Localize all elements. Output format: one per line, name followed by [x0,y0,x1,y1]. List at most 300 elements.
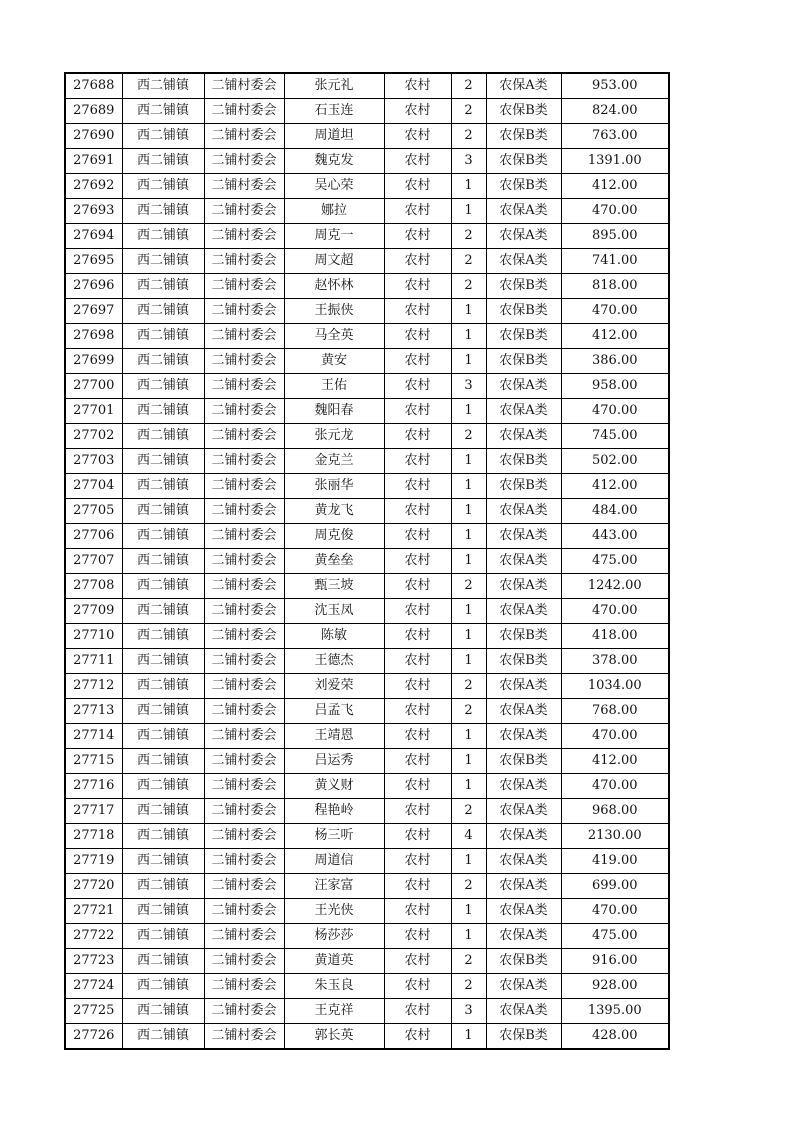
cell-household-count: 1 [451,199,486,224]
cell-insurance-class: 农保A类 [486,999,561,1024]
cell-person-name: 娜拉 [284,199,384,224]
cell-amount: 443.00 [561,524,669,549]
table-row [65,699,669,724]
cell-village: 二铺村委会 [204,499,284,524]
cell-insurance-class: 农保A类 [486,224,561,249]
cell-record-id: 27714 [65,724,122,749]
cell-village: 二铺村委会 [204,874,284,899]
cell-household-count: 1 [451,499,486,524]
cell-insurance-class: 农保A类 [486,774,561,799]
cell-amount: 412.00 [561,324,669,349]
cell-amount: 824.00 [561,99,669,124]
cell-household-count: 3 [451,374,486,399]
cell-insurance-class: 农保A类 [486,199,561,224]
cell-record-id: 27708 [65,574,122,599]
cell-household-count: 2 [451,949,486,974]
cell-person-name: 王克祥 [284,999,384,1024]
cell-household-count: 3 [451,149,486,174]
cell-town: 西二铺镇 [122,974,204,999]
cell-insurance-class: 农保B类 [486,99,561,124]
cell-residence-type: 农村 [384,624,451,649]
cell-person-name: 王德杰 [284,649,384,674]
cell-residence-type: 农村 [384,299,451,324]
cell-residence-type: 农村 [384,224,451,249]
cell-residence-type: 农村 [384,374,451,399]
cell-person-name: 陈敏 [284,624,384,649]
cell-residence-type: 农村 [384,199,451,224]
cell-village: 二铺村委会 [204,324,284,349]
cell-record-id: 27691 [65,149,122,174]
cell-amount: 419.00 [561,849,669,874]
cell-person-name: 张丽华 [284,474,384,499]
cell-village: 二铺村委会 [204,124,284,149]
cell-person-name: 黄义财 [284,774,384,799]
cell-household-count: 1 [451,849,486,874]
cell-record-id: 27688 [65,73,122,99]
cell-village: 二铺村委会 [204,849,284,874]
cell-insurance-class: 农保A类 [486,824,561,849]
cell-household-count: 1 [451,749,486,774]
table-row [65,299,669,324]
cell-residence-type: 农村 [384,799,451,824]
cell-residence-type: 农村 [384,849,451,874]
cell-town: 西二铺镇 [122,374,204,399]
cell-person-name: 金克兰 [284,449,384,474]
cell-town: 西二铺镇 [122,199,204,224]
cell-person-name: 石玉连 [284,99,384,124]
table-row [65,399,669,424]
cell-town: 西二铺镇 [122,299,204,324]
cell-household-count: 1 [451,449,486,474]
cell-person-name: 魏克发 [284,149,384,174]
cell-insurance-class: 农保A类 [486,849,561,874]
table-row [65,724,669,749]
cell-town: 西二铺镇 [122,774,204,799]
cell-residence-type: 农村 [384,149,451,174]
cell-household-count: 2 [451,274,486,299]
cell-person-name: 王佑 [284,374,384,399]
cell-residence-type: 农村 [384,699,451,724]
table-row [65,324,669,349]
cell-household-count: 1 [451,474,486,499]
cell-person-name: 张元礼 [284,73,384,99]
cell-household-count: 2 [451,674,486,699]
cell-residence-type: 农村 [384,549,451,574]
cell-household-count: 1 [451,774,486,799]
cell-village: 二铺村委会 [204,224,284,249]
table-row [65,374,669,399]
cell-person-name: 周道信 [284,849,384,874]
cell-amount: 412.00 [561,174,669,199]
cell-household-count: 1 [451,624,486,649]
cell-amount: 699.00 [561,874,669,899]
cell-insurance-class: 农保B类 [486,749,561,774]
cell-person-name: 周克一 [284,224,384,249]
cell-person-name: 黄道英 [284,949,384,974]
cell-village: 二铺村委会 [204,474,284,499]
cell-record-id: 27692 [65,174,122,199]
table-row [65,99,669,124]
cell-person-name: 朱玉良 [284,974,384,999]
cell-household-count: 1 [451,524,486,549]
cell-village: 二铺村委会 [204,199,284,224]
cell-town: 西二铺镇 [122,624,204,649]
cell-amount: 470.00 [561,724,669,749]
cell-household-count: 1 [451,599,486,624]
cell-residence-type: 农村 [384,949,451,974]
cell-town: 西二铺镇 [122,124,204,149]
cell-residence-type: 农村 [384,974,451,999]
cell-residence-type: 农村 [384,874,451,899]
table-row [65,949,669,974]
table-body [65,73,669,1049]
table-row [65,1024,669,1050]
cell-amount: 741.00 [561,249,669,274]
cell-record-id: 27716 [65,774,122,799]
cell-record-id: 27701 [65,399,122,424]
cell-insurance-class: 农保B类 [486,349,561,374]
cell-person-name: 吕运秀 [284,749,384,774]
cell-residence-type: 农村 [384,999,451,1024]
cell-town: 西二铺镇 [122,524,204,549]
cell-record-id: 27724 [65,974,122,999]
cell-record-id: 27696 [65,274,122,299]
cell-record-id: 27697 [65,299,122,324]
cell-amount: 2130.00 [561,824,669,849]
cell-amount: 428.00 [561,1024,669,1050]
cell-record-id: 27706 [65,524,122,549]
cell-household-count: 2 [451,99,486,124]
cell-village: 二铺村委会 [204,899,284,924]
cell-household-count: 1 [451,299,486,324]
table-row [65,549,669,574]
table-row [65,674,669,699]
table-row [65,274,669,299]
cell-record-id: 27704 [65,474,122,499]
table-row [65,824,669,849]
cell-residence-type: 农村 [384,424,451,449]
cell-insurance-class: 农保A类 [486,799,561,824]
cell-town: 西二铺镇 [122,649,204,674]
cell-amount: 968.00 [561,799,669,824]
cell-record-id: 27703 [65,449,122,474]
cell-village: 二铺村委会 [204,399,284,424]
cell-village: 二铺村委会 [204,1024,284,1050]
cell-town: 西二铺镇 [122,799,204,824]
cell-residence-type: 农村 [384,524,451,549]
cell-amount: 484.00 [561,499,669,524]
cell-town: 西二铺镇 [122,924,204,949]
cell-person-name: 杨莎莎 [284,924,384,949]
cell-household-count: 1 [451,399,486,424]
cell-amount: 1242.00 [561,574,669,599]
cell-record-id: 27698 [65,324,122,349]
cell-household-count: 1 [451,349,486,374]
cell-residence-type: 农村 [384,99,451,124]
cell-amount: 470.00 [561,899,669,924]
table-row [65,224,669,249]
table-row [65,749,669,774]
cell-household-count: 4 [451,824,486,849]
cell-village: 二铺村委会 [204,299,284,324]
cell-village: 二铺村委会 [204,249,284,274]
cell-amount: 470.00 [561,599,669,624]
cell-insurance-class: 农保A类 [486,249,561,274]
cell-insurance-class: 农保A类 [486,599,561,624]
cell-record-id: 27689 [65,99,122,124]
cell-insurance-class: 农保A类 [486,549,561,574]
cell-person-name: 王光侠 [284,899,384,924]
cell-residence-type: 农村 [384,824,451,849]
cell-town: 西二铺镇 [122,999,204,1024]
cell-town: 西二铺镇 [122,73,204,99]
cell-village: 二铺村委会 [204,974,284,999]
cell-household-count: 2 [451,874,486,899]
cell-town: 西二铺镇 [122,749,204,774]
table-row [65,649,669,674]
cell-insurance-class: 农保A类 [486,724,561,749]
cell-insurance-class: 农保A类 [486,574,561,599]
cell-village: 二铺村委会 [204,774,284,799]
cell-village: 二铺村委会 [204,999,284,1024]
cell-town: 西二铺镇 [122,699,204,724]
cell-amount: 928.00 [561,974,669,999]
cell-record-id: 27693 [65,199,122,224]
cell-village: 二铺村委会 [204,749,284,774]
cell-amount: 953.00 [561,73,669,99]
cell-household-count: 2 [451,73,486,99]
cell-record-id: 27712 [65,674,122,699]
table-row [65,474,669,499]
cell-household-count: 1 [451,549,486,574]
cell-insurance-class: 农保B类 [486,949,561,974]
cell-town: 西二铺镇 [122,174,204,199]
cell-amount: 475.00 [561,924,669,949]
cell-town: 西二铺镇 [122,874,204,899]
cell-record-id: 27722 [65,924,122,949]
cell-record-id: 27695 [65,249,122,274]
cell-town: 西二铺镇 [122,849,204,874]
cell-record-id: 27699 [65,349,122,374]
cell-record-id: 27715 [65,749,122,774]
table-row [65,799,669,824]
cell-village: 二铺村委会 [204,574,284,599]
cell-record-id: 27713 [65,699,122,724]
cell-record-id: 27721 [65,899,122,924]
cell-amount: 768.00 [561,699,669,724]
cell-residence-type: 农村 [384,124,451,149]
table-row [65,874,669,899]
cell-insurance-class: 农保A类 [486,524,561,549]
cell-village: 二铺村委会 [204,699,284,724]
cell-town: 西二铺镇 [122,449,204,474]
cell-amount: 958.00 [561,374,669,399]
table-row [65,499,669,524]
table-row [65,599,669,624]
cell-household-count: 1 [451,649,486,674]
cell-town: 西二铺镇 [122,224,204,249]
cell-insurance-class: 农保A类 [486,73,561,99]
cell-village: 二铺村委会 [204,374,284,399]
cell-person-name: 杨三听 [284,824,384,849]
cell-record-id: 27707 [65,549,122,574]
cell-village: 二铺村委会 [204,349,284,374]
cell-residence-type: 农村 [384,899,451,924]
cell-insurance-class: 农保A类 [486,699,561,724]
cell-record-id: 27726 [65,1024,122,1050]
cell-person-name: 王靖恩 [284,724,384,749]
cell-amount: 818.00 [561,274,669,299]
cell-person-name: 刘爱荣 [284,674,384,699]
cell-village: 二铺村委会 [204,149,284,174]
cell-residence-type: 农村 [384,649,451,674]
cell-insurance-class: 农保B类 [486,624,561,649]
table-row [65,349,669,374]
cell-person-name: 周文超 [284,249,384,274]
cell-village: 二铺村委会 [204,174,284,199]
cell-household-count: 1 [451,899,486,924]
table-row [65,424,669,449]
cell-record-id: 27718 [65,824,122,849]
table-row [65,899,669,924]
cell-amount: 470.00 [561,774,669,799]
cell-residence-type: 农村 [384,924,451,949]
cell-village: 二铺村委会 [204,924,284,949]
cell-insurance-class: 农保B类 [486,324,561,349]
cell-insurance-class: 农保B类 [486,149,561,174]
table-row [65,73,669,99]
cell-amount: 502.00 [561,449,669,474]
cell-household-count: 1 [451,924,486,949]
cell-town: 西二铺镇 [122,474,204,499]
cell-insurance-class: 农保B类 [486,174,561,199]
cell-amount: 470.00 [561,299,669,324]
cell-town: 西二铺镇 [122,499,204,524]
cell-insurance-class: 农保B类 [486,274,561,299]
cell-record-id: 27719 [65,849,122,874]
cell-amount: 386.00 [561,349,669,374]
cell-person-name: 吕孟飞 [284,699,384,724]
cell-town: 西二铺镇 [122,99,204,124]
cell-amount: 916.00 [561,949,669,974]
cell-town: 西二铺镇 [122,549,204,574]
cell-record-id: 27720 [65,874,122,899]
cell-town: 西二铺镇 [122,724,204,749]
cell-amount: 418.00 [561,624,669,649]
cell-person-name: 黄垒垒 [284,549,384,574]
cell-residence-type: 农村 [384,499,451,524]
cell-town: 西二铺镇 [122,324,204,349]
cell-insurance-class: 农保A类 [486,674,561,699]
cell-insurance-class: 农保A类 [486,874,561,899]
table-row [65,624,669,649]
cell-town: 西二铺镇 [122,249,204,274]
cell-residence-type: 农村 [384,599,451,624]
table-row [65,849,669,874]
cell-insurance-class: 农保A类 [486,924,561,949]
cell-insurance-class: 农保A类 [486,974,561,999]
cell-town: 西二铺镇 [122,424,204,449]
cell-town: 西二铺镇 [122,274,204,299]
cell-residence-type: 农村 [384,674,451,699]
cell-record-id: 27723 [65,949,122,974]
cell-insurance-class: 农保A类 [486,399,561,424]
cell-person-name: 黄龙飞 [284,499,384,524]
cell-residence-type: 农村 [384,274,451,299]
cell-household-count: 2 [451,799,486,824]
cell-village: 二铺村委会 [204,549,284,574]
cell-residence-type: 农村 [384,749,451,774]
cell-record-id: 27705 [65,499,122,524]
table-row [65,774,669,799]
cell-village: 二铺村委会 [204,524,284,549]
cell-person-name: 魏阳春 [284,399,384,424]
cell-household-count: 1 [451,724,486,749]
table-row [65,924,669,949]
cell-residence-type: 农村 [384,574,451,599]
cell-person-name: 王振侠 [284,299,384,324]
cell-amount: 470.00 [561,399,669,424]
cell-village: 二铺村委会 [204,449,284,474]
cell-town: 西二铺镇 [122,824,204,849]
cell-residence-type: 农村 [384,174,451,199]
table-row [65,149,669,174]
cell-person-name: 沈玉凤 [284,599,384,624]
cell-household-count: 1 [451,1024,486,1050]
cell-village: 二铺村委会 [204,599,284,624]
cell-town: 西二铺镇 [122,1024,204,1050]
cell-record-id: 27700 [65,374,122,399]
cell-amount: 895.00 [561,224,669,249]
cell-residence-type: 农村 [384,73,451,99]
cell-record-id: 27690 [65,124,122,149]
table-row [65,249,669,274]
cell-town: 西二铺镇 [122,949,204,974]
cell-town: 西二铺镇 [122,574,204,599]
cell-person-name: 张元龙 [284,424,384,449]
table-row [65,524,669,549]
cell-insurance-class: 农保B类 [486,449,561,474]
cell-record-id: 27709 [65,599,122,624]
cell-village: 二铺村委会 [204,649,284,674]
cell-amount: 412.00 [561,749,669,774]
table-row [65,999,669,1024]
cell-insurance-class: 农保B类 [486,299,561,324]
cell-residence-type: 农村 [384,249,451,274]
cell-village: 二铺村委会 [204,799,284,824]
cell-amount: 470.00 [561,199,669,224]
cell-amount: 1391.00 [561,149,669,174]
cell-village: 二铺村委会 [204,73,284,99]
cell-village: 二铺村委会 [204,674,284,699]
cell-household-count: 2 [451,249,486,274]
cell-record-id: 27711 [65,649,122,674]
cell-town: 西二铺镇 [122,149,204,174]
cell-household-count: 2 [451,124,486,149]
table-row [65,574,669,599]
cell-village: 二铺村委会 [204,824,284,849]
cell-village: 二铺村委会 [204,424,284,449]
cell-amount: 1034.00 [561,674,669,699]
cell-person-name: 赵怀林 [284,274,384,299]
cell-person-name: 汪家富 [284,874,384,899]
cell-amount: 475.00 [561,549,669,574]
cell-person-name: 甄三坡 [284,574,384,599]
cell-household-count: 2 [451,574,486,599]
cell-residence-type: 农村 [384,324,451,349]
cell-residence-type: 农村 [384,449,451,474]
cell-person-name: 吴心荣 [284,174,384,199]
